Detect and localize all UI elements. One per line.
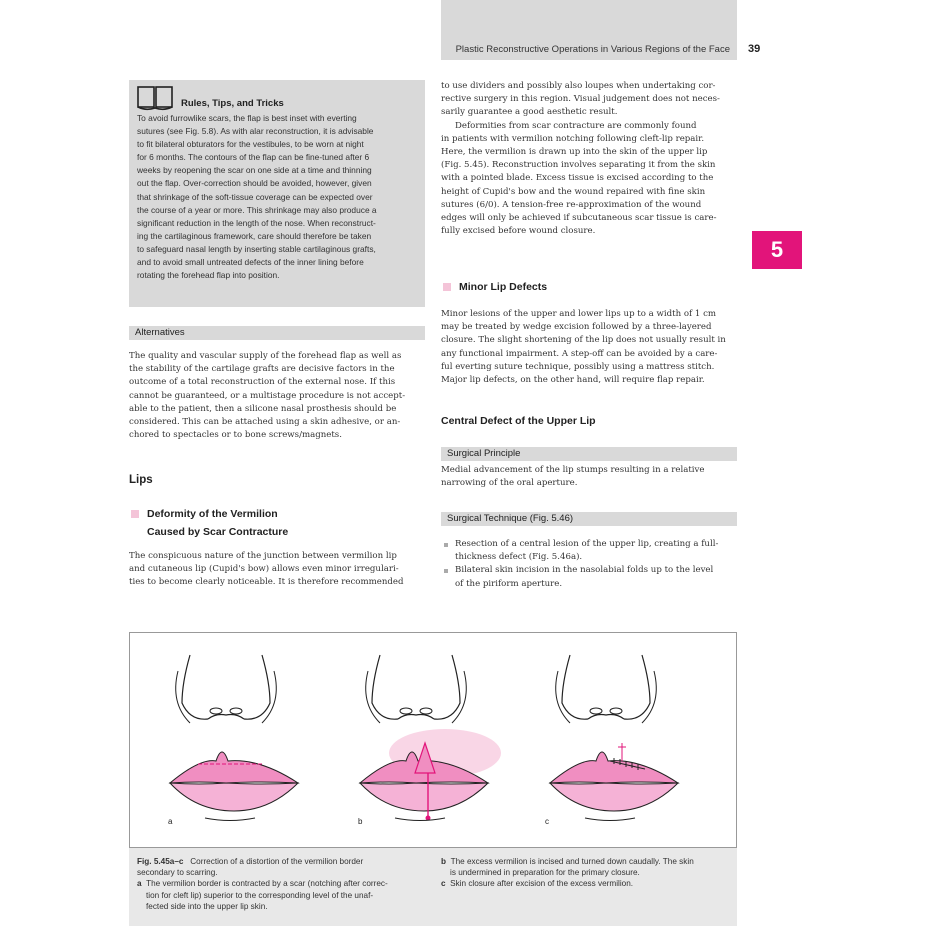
text-line: The conspicuous nature of the junction between vermilion lip xyxy=(129,551,397,561)
caption-item-letter: b xyxy=(441,857,447,866)
text-line: closure. The slight shortening of the lip does not usually result in xyxy=(441,335,726,346)
technique-list xyxy=(441,538,737,591)
caption-line xyxy=(137,878,432,889)
text-line: rective surgery in this region. Visual judgement does not neces- xyxy=(441,94,720,105)
panel-b-drawing xyxy=(360,655,501,821)
tips-body xyxy=(137,112,421,282)
figure-5-45 xyxy=(129,632,737,848)
lip-illustration xyxy=(130,633,736,847)
caption-line xyxy=(137,856,432,867)
text-line: sarily guarantee a good aesthetic result. xyxy=(441,107,618,118)
vermilion-paragraph xyxy=(129,550,425,590)
text-line: narrowing of the oral aperture. xyxy=(441,478,578,489)
surgical-principle-heading: Surgical Principle xyxy=(441,447,737,461)
heading-line: Deformity of the Vermilion xyxy=(147,508,278,520)
caption-line: is undermined in preparation for the primary closure. xyxy=(450,868,640,878)
tips-line: to safeguard nasal length by inserting stable cartilaginous grafts, xyxy=(137,243,376,254)
book-icon xyxy=(137,86,173,112)
section-marker xyxy=(131,510,139,518)
text-line: chored to spectacles or to bone screws/magnets. xyxy=(129,430,342,441)
tips-line: weeks by reopening the scar on one side at a time and thinning xyxy=(137,165,372,176)
text-line: the stability of the cartilage grafts are decisive factors in the xyxy=(129,364,395,375)
text-line: able to the patient, then a silicone nasal prosthesis should be xyxy=(129,403,397,414)
minor-lip-defects-heading: Minor Lip Defects xyxy=(459,281,548,293)
tips-line: out the flap. Over-correction should be avoided, however, given xyxy=(137,178,372,189)
tips-line: and to avoid small untreated defects of the inner lining before xyxy=(137,257,364,268)
panel-c-lower-lip xyxy=(550,783,678,811)
text-line: Major lip defects, on the other hand, will require flap repair. xyxy=(441,375,705,386)
caption-line: fected side into the upper lip skin. xyxy=(146,901,268,911)
panel-label-b: b xyxy=(358,817,363,826)
tips-line: for 6 months. The contours of the flap can be fine-tuned after 6 xyxy=(137,152,370,163)
list-item xyxy=(441,564,737,590)
text-line: ties to become clearly noticeable. It is therefore recommended xyxy=(129,577,404,588)
caption-text: Correction of a distortion of the vermilion border xyxy=(190,857,364,866)
text-line: Resection of a central lesion of the upper lip, creating a full- xyxy=(455,539,719,549)
tips-line: to fit bilateral obturators for the vestibules, to be worn at night xyxy=(137,139,364,150)
text-line: Medial advancement of the lip stumps resulting in a relative xyxy=(441,465,705,475)
panel-c-upper-lip xyxy=(550,752,678,783)
text-line: considered. This can be attached using a skin adhesive, or an- xyxy=(129,417,401,428)
text-line: cannot be guaranteed, or a multistage procedure is not accept- xyxy=(129,390,406,401)
panel-c-drawing xyxy=(550,655,678,821)
panel-b-lower-lip xyxy=(360,783,488,811)
heading-line: Caused by Scar Contracture xyxy=(147,526,289,538)
text-line: in patients with vermilion notching following cleft-lip repair. xyxy=(441,133,705,144)
panel-a-drawing xyxy=(170,655,298,821)
alternatives-paragraph xyxy=(129,350,425,442)
panel-label-a: a xyxy=(168,817,173,826)
text-line: edges will only be achieved if subcutaneous scar tissue is care- xyxy=(441,213,717,224)
caption-text: Skin closure after excision of the excess vermilion. xyxy=(450,879,634,889)
tips-line: that shrinkage of the soft-tissue coverage can be expected over xyxy=(137,191,373,202)
tips-line: sutures (see Fig. 5.8). As with alar reconstruction, it is advisable xyxy=(137,126,374,137)
text-line: height of Cupid's bow and the wound repaired with fine skin xyxy=(441,186,706,197)
caption-line: tion for cleft lip) superior to the corresponding level of the unaf- xyxy=(146,890,374,900)
text-line: ful everting suture technique, possibly using a mattress stitch. xyxy=(441,361,715,372)
caption-line xyxy=(441,878,733,889)
figure-caption-right xyxy=(441,856,733,890)
page-number: 39 xyxy=(748,43,761,55)
tips-title: Rules, Tips, and Tricks xyxy=(181,98,284,109)
tips-line: ing the cartilaginous framework, care should therefore be taken xyxy=(137,230,372,241)
caption-line: secondary to scarring. xyxy=(137,868,218,878)
bullet-icon xyxy=(444,543,448,547)
text-line: The quality and vascular supply of the forehead flap as well as xyxy=(129,351,402,361)
scar-contracture-paragraph xyxy=(441,80,737,238)
text-line: (Fig. 5.45). Reconstruction involves separating it from the skin xyxy=(441,160,716,171)
tips-line: the course of a year or more. This shrinkage may also produce a xyxy=(137,204,377,215)
text-line: outcome of a total reconstruction of the external nose. If this xyxy=(129,377,396,388)
bullet-icon xyxy=(444,569,448,573)
text-line: fully excised before wound closure. xyxy=(441,226,596,237)
alternatives-heading: Alternatives xyxy=(129,326,425,340)
text-line: any functional impairment. A step-off can be avoided by a care- xyxy=(441,348,718,359)
text-line: Here, the vermilion is drawn up into the skin of the upper lip xyxy=(441,147,708,158)
chapter-tab: 5 xyxy=(752,231,802,269)
panel-label-c: c xyxy=(545,817,549,826)
text-line: to use dividers and possibly also loupes when undertaking cor- xyxy=(441,81,716,91)
list-item xyxy=(441,538,737,564)
tips-line: significant reduction in the length of the nose. When reconstruct- xyxy=(137,217,376,228)
caption-text: The excess vermilion is incised and turned down caudally. The skin xyxy=(450,857,694,866)
text-line: and cutaneous lip (Cupid's bow) allows even minor irregulari- xyxy=(129,564,399,575)
surgical-technique-heading: Surgical Technique (Fig. 5.46) xyxy=(441,512,737,526)
panel-a-upper-lip xyxy=(170,752,298,783)
text-line: Deformities from scar contracture are commonly found xyxy=(455,120,697,131)
text-line: sutures (6/0). A tension-free re-approximation of the wound xyxy=(441,199,702,210)
running-header-title: Plastic Reconstructive Operations in Various Regions of the Face xyxy=(455,44,730,55)
caption-title: Fig. 5.45a–c xyxy=(137,857,184,866)
text-line: with a pointed blade. Excess tissue is excised according to the xyxy=(441,173,714,184)
panel-a-lower-lip xyxy=(170,783,298,811)
caption-item-letter: a xyxy=(137,879,142,889)
tips-line: rotating the forehead flap into position. xyxy=(137,270,280,281)
figure-caption-left xyxy=(137,856,432,912)
central-defect-heading: Central Defect of the Upper Lip xyxy=(441,415,596,427)
text-line: thickness defect (Fig. 5.46a). xyxy=(455,552,583,563)
text-line: of the piriform aperture. xyxy=(455,578,563,589)
vermilion-deformity-heading xyxy=(147,505,288,541)
section-marker xyxy=(443,283,451,291)
lips-heading: Lips xyxy=(129,474,153,486)
caption-item-letter: c xyxy=(441,879,446,889)
text-line: Minor lesions of the upper and lower lips up to a width of 1 cm xyxy=(441,309,717,319)
surgical-principle-paragraph xyxy=(441,464,737,490)
tips-line: To avoid furrowlike scars, the flap is best inset with everting xyxy=(137,113,357,123)
text-line: may be treated by wedge excision followed by a three-layered xyxy=(441,322,712,333)
text-line: Bilateral skin incision in the nasolabial folds up to the level xyxy=(455,565,714,576)
minor-lip-defects-paragraph xyxy=(441,308,737,387)
caption-text: The vermilion border is contracted by a scar (notching after correc- xyxy=(146,879,388,889)
caption-line xyxy=(441,856,733,867)
